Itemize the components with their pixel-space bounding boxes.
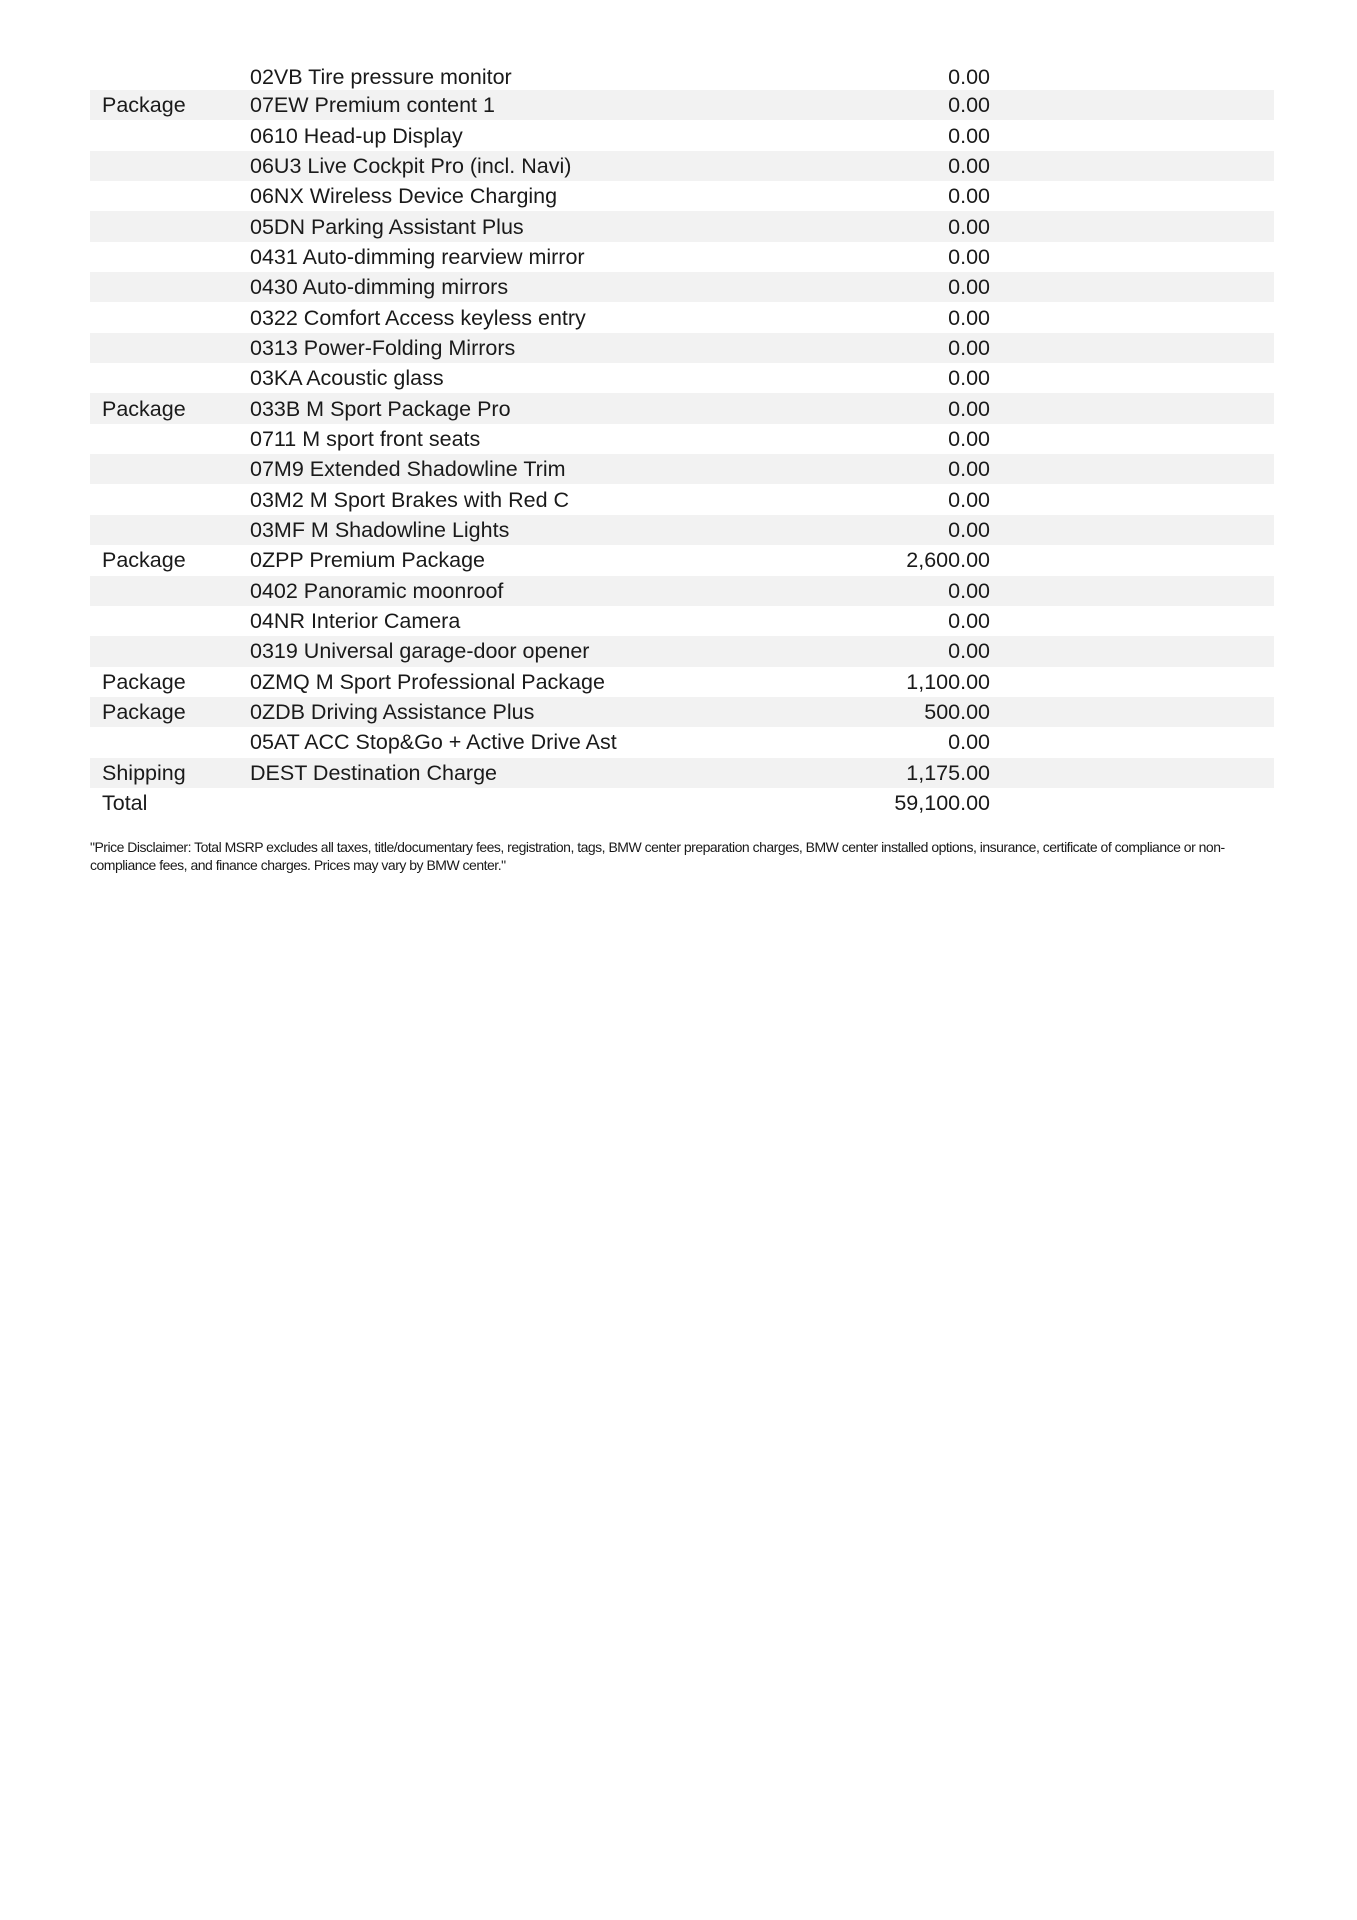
row-category <box>90 576 250 606</box>
row-spacer <box>990 606 1274 636</box>
row-description: 0322 Comfort Access keyless entry <box>250 305 586 330</box>
row-description: 0313 Power-Folding Mirrors <box>250 333 810 363</box>
row-description: 0ZPP Premium Package <box>250 548 486 573</box>
row-spacer <box>990 181 1274 211</box>
row-category <box>90 181 250 211</box>
row-spacer <box>990 151 1274 181</box>
row-description: 0431 Auto-dimming rearview mirror <box>250 244 585 269</box>
row-description: 05DN Parking Assistant Plus <box>250 211 810 241</box>
row-spacer <box>990 90 1274 120</box>
row-price: 0.00 <box>810 272 990 302</box>
row-description: 07EW Premium content 1 <box>250 90 810 120</box>
table-row <box>90 151 1274 181</box>
row-price: 500.00 <box>810 697 990 727</box>
row-spacer <box>990 454 1274 484</box>
table-row <box>90 272 1274 302</box>
row-description: 033B M Sport Package Pro <box>250 393 810 423</box>
row-spacer <box>990 424 1274 454</box>
row-description <box>250 788 810 818</box>
row-price: 0.00 <box>948 244 990 269</box>
table-row <box>90 90 1274 120</box>
row-spacer <box>990 636 1274 666</box>
row-category <box>90 606 250 636</box>
table-row <box>90 64 1274 90</box>
price-disclaimer: "Price Disclaimer: Total MSRP excludes all taxes, title/documentary fees, registration, tags, BMW center preparation charges, BMW center installed options, insurance, certificate of compliance or non-compliance fees, and finance charges. Prices may vary by BMW center." <box>90 839 1225 874</box>
row-category <box>90 302 250 332</box>
row-price: 1,175.00 <box>810 758 990 788</box>
row-category <box>90 272 250 302</box>
total-label: Total <box>102 791 148 816</box>
row-category <box>90 333 250 363</box>
row-description: 07M9 Extended Shadowline Trim <box>250 454 810 484</box>
row-spacer <box>990 758 1274 788</box>
table-row <box>90 424 1274 454</box>
row-spacer <box>990 515 1274 545</box>
row-category: Package <box>102 548 186 573</box>
row-description: 0430 Auto-dimming mirrors <box>250 272 810 302</box>
table-row <box>90 515 1274 545</box>
table-row <box>90 393 1274 423</box>
table-row <box>90 302 1274 332</box>
row-price: 0.00 <box>948 487 990 512</box>
row-description: 03MF M Shadowline Lights <box>250 515 810 545</box>
row-description: 06U3 Live Cockpit Pro (incl. Navi) <box>250 151 810 181</box>
total-row <box>90 788 1274 818</box>
row-price: 0.00 <box>810 393 990 423</box>
row-price: 0.00 <box>810 90 990 120</box>
row-description: 0711 M sport front seats <box>250 426 481 451</box>
row-spacer <box>990 333 1274 363</box>
row-category <box>90 515 250 545</box>
row-price: 0.00 <box>948 609 990 634</box>
table-row <box>90 484 1274 514</box>
row-price: 0.00 <box>948 366 990 391</box>
row-spacer <box>990 120 1274 150</box>
table-row <box>90 454 1274 484</box>
row-description: DEST Destination Charge <box>250 758 810 788</box>
row-spacer <box>990 302 1274 332</box>
row-price: 0.00 <box>948 426 990 451</box>
shipping-row <box>90 758 1274 788</box>
table-row <box>90 120 1274 150</box>
table-row <box>90 333 1274 363</box>
row-description: 03M2 M Sport Brakes with Red C <box>250 487 570 512</box>
row-spacer <box>990 242 1274 272</box>
table-row <box>90 667 1274 697</box>
row-price: 0.00 <box>810 151 990 181</box>
table-row <box>90 727 1274 757</box>
row-description: 0319 Universal garage-door opener <box>250 636 810 666</box>
row-description: 0610 Head-up Display <box>250 123 463 148</box>
row-category <box>90 363 250 393</box>
row-spacer <box>990 545 1274 575</box>
row-description: 04NR Interior Camera <box>250 609 461 634</box>
row-description: 03KA Acoustic glass <box>250 366 444 391</box>
row-price: 1,100.00 <box>906 669 990 694</box>
table-row <box>90 576 1274 606</box>
row-spacer <box>990 667 1274 697</box>
row-category <box>90 484 250 514</box>
row-price: 2,600.00 <box>906 548 990 573</box>
row-spacer <box>990 727 1274 757</box>
row-spacer <box>990 64 1274 90</box>
row-category: Package <box>90 90 250 120</box>
price-sheet <box>90 64 1274 874</box>
row-spacer <box>990 211 1274 241</box>
row-spacer <box>990 363 1274 393</box>
row-category <box>90 211 250 241</box>
table-row <box>90 181 1274 211</box>
options-table-body <box>90 64 1274 818</box>
row-category <box>90 454 250 484</box>
row-price: 0.00 <box>948 730 990 755</box>
row-category <box>90 242 250 272</box>
row-description: 0ZMQ M Sport Professional Package <box>250 669 605 694</box>
row-description: 02VB Tire pressure monitor <box>250 65 512 89</box>
row-description: 0ZDB Driving Assistance Plus <box>250 697 810 727</box>
row-description: 06NX Wireless Device Charging <box>250 184 558 209</box>
row-spacer <box>990 576 1274 606</box>
row-category <box>90 120 250 150</box>
row-spacer <box>990 697 1274 727</box>
row-category: Package <box>90 697 250 727</box>
row-price: 0.00 <box>810 333 990 363</box>
row-category: Shipping <box>90 758 250 788</box>
table-row <box>90 606 1274 636</box>
row-category <box>90 64 250 90</box>
row-spacer <box>990 393 1274 423</box>
row-price: 0.00 <box>810 454 990 484</box>
row-category <box>90 727 250 757</box>
row-price: 0.00 <box>810 211 990 241</box>
row-spacer <box>990 272 1274 302</box>
row-category <box>90 151 250 181</box>
table-row <box>90 697 1274 727</box>
row-spacer <box>990 788 1274 818</box>
row-spacer <box>990 484 1274 514</box>
row-price: 0.00 <box>948 184 990 209</box>
row-price: 0.00 <box>948 123 990 148</box>
row-category <box>90 636 250 666</box>
row-price: 0.00 <box>948 65 990 89</box>
row-description: 05AT ACC Stop&Go + Active Drive Ast <box>250 730 617 755</box>
table-row <box>90 545 1274 575</box>
row-price: 0.00 <box>810 576 990 606</box>
options-table <box>90 64 1274 818</box>
table-row <box>90 242 1274 272</box>
total-price: 59,100.00 <box>894 791 990 816</box>
row-category <box>90 424 250 454</box>
row-description: 0402 Panoramic moonroof <box>250 576 810 606</box>
table-row <box>90 636 1274 666</box>
row-category: Package <box>102 669 186 694</box>
row-price: 0.00 <box>810 515 990 545</box>
row-price: 0.00 <box>810 636 990 666</box>
table-row <box>90 363 1274 393</box>
row-price: 0.00 <box>948 305 990 330</box>
table-row <box>90 211 1274 241</box>
row-category: Package <box>90 393 250 423</box>
